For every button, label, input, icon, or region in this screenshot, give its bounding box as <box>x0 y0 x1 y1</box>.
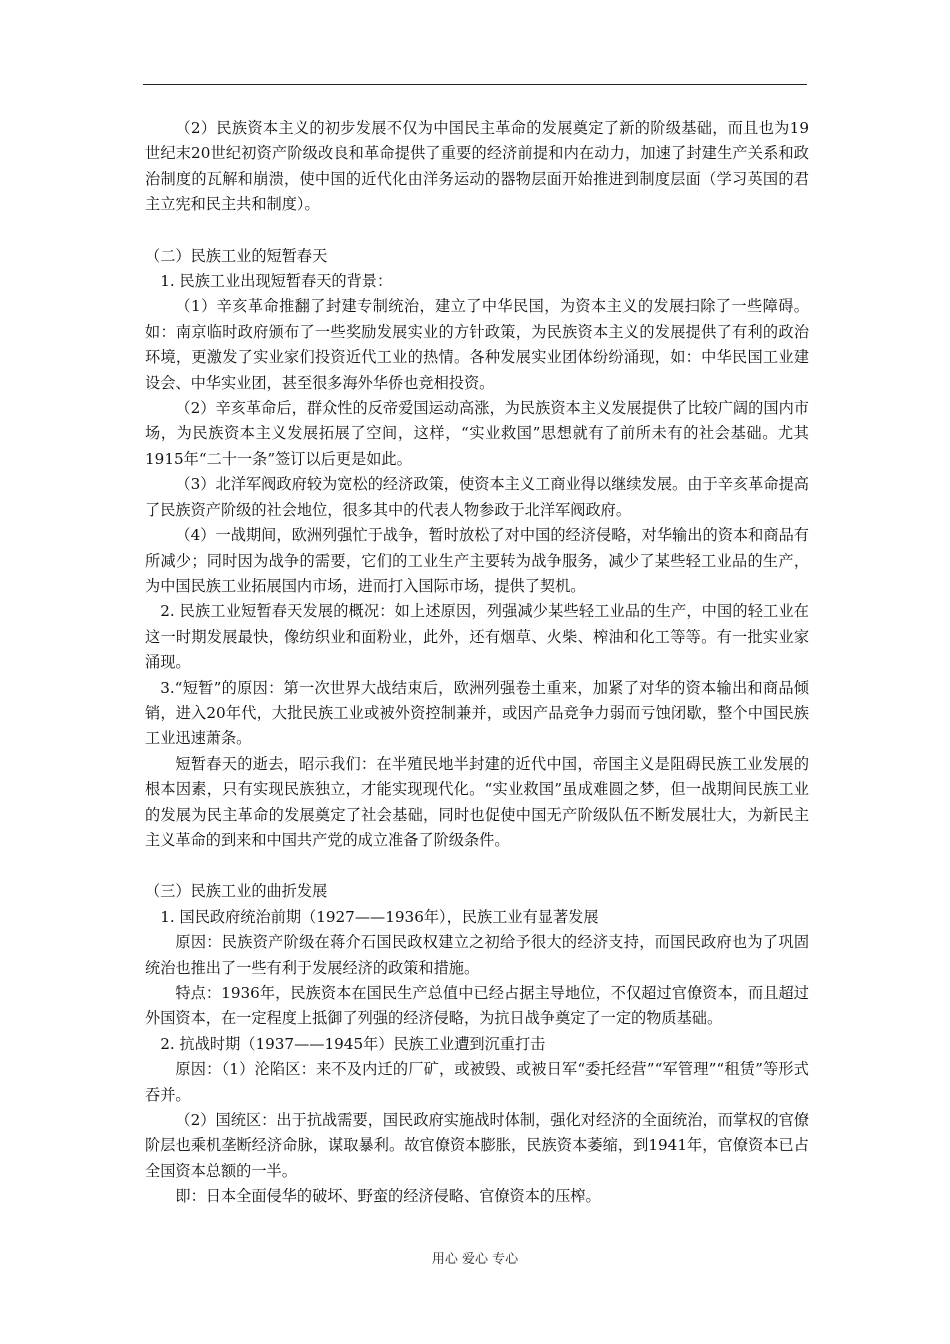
paragraph-early-reason: 原因：民族资产阶级在蒋介石国民政权建立之初给予很大的经济支持，而国民政府也为了巩固统治也推出了一些有利于发展经济的政策和措施。 <box>145 933 809 977</box>
header-rule <box>143 84 807 85</box>
subheading-early-nationalist-period: 1. 国民政府统治前期（1927——1936年），民族工业有显著发展 <box>160 907 599 926</box>
document-body <box>145 116 809 1210</box>
paragraph-war-summary: 即：日本全面侵华的破坏、野蛮的经济侵略、官僚资本的压榨。 <box>175 1187 601 1206</box>
paragraph-overview: 2. 民族工业短暂春天发展的概况：如上述原因，列强减少某些轻工业品的生产，中国的轻工业在这一时期发展最快，像纺织业和面粉业，此外，还有烟草、火柴、榨油和化工等等。有一批实业家涌现。 <box>145 602 809 672</box>
subheading-background: 1. 民族工业出现短暂春天的背景： <box>160 272 393 291</box>
paragraph-background-4: （4）一战期间，欧洲列强忙于战争，暂时放松了对中国的经济侵略，对华输出的资本和商品有所减少；同时因为战争的需要，它们的工业生产主要转为战争服务，减少了某些轻工业品的生产，为中国民族工业拓展国内市场，进而打入国际市场，提供了契机。 <box>145 526 809 595</box>
paragraph-background-1: （1）辛亥革命推翻了封建专制统治，建立了中华民国，为资本主义的发展扫除了一些障碍。如：南京临时政府颁布了一些奖励发展实业的方针政策，为民族资本主义的发展提供了有利的政治环境，更激发了实业家们投资近代工业的热情。各种发展实业团体纷纷涌现，如：中华民国工业建设会、中华实业团，甚至很多海外华侨也竞相投资。 <box>145 297 809 392</box>
paragraph-early-feature: 特点：1936年，民族资本在国民生产总值中已经占据主导地位，不仅超过官僚资本，而且超过外国资本，在一定程度上抵御了列强的经济侵略，为抗日战争奠定了一定的物质基础。 <box>145 984 809 1028</box>
subheading-war-period: 2. 抗战时期（1937——1945年）民族工业遭到沉重打击 <box>160 1034 546 1053</box>
paragraph-background-3: （3）北洋军阀政府较为宽松的经济政策，使资本主义工商业得以继续发展。由于辛亥革命提高了民族资产阶级的社会地位，很多其中的代表人物参政于北洋军阀政府。 <box>145 475 809 519</box>
page-footer: 用心 爱心 专心 <box>431 1252 519 1267</box>
paragraph-war-reason-1: 原因：（1）沦陷区：来不及内迁的厂矿，或被毁、或被日军“委托经营”“军管理”“租赁”等形式吞并。 <box>145 1060 809 1104</box>
paragraph-democratic-revolution: （2）民族资本主义的初步发展不仅为中国民主革命的发展奠定了新的阶级基础，而且也为19世纪末20世纪初资产阶级改良和革命提供了重要的经济前提和内在动力，加速了封建生产关系和政治制度的瓦解和崩溃，使中国的近代化由洋务运动的器物层面开始推进到制度层面（学习英国的君主立宪和民主共和制度）。 <box>145 119 809 214</box>
paragraph-war-reason-2: （2）国统区：出于抗战需要，国民政府实施战时体制，强化对经济的全面统治，而掌权的官僚阶层也乘机垄断经济命脉，谋取暴利。故官僚资本膨胀，民族资本萎缩，到1941年，官僚资本已占全国资本总额的一半。 <box>145 1111 809 1180</box>
section-heading-tortuous-development: （三）民族工业的曲折发展 <box>145 882 328 901</box>
section-heading-short-spring: （二）民族工业的短暂春天 <box>145 246 328 265</box>
paragraph-short-reason: 3.“短暂”的原因：第一次世界大战结束后，欧洲列强卷土重来，加紧了对华的资本输出和商品倾销，进入20年代，大批民族工业或被外资控制兼并，或因产品竞争力弱而亏蚀闭歇，整个中国民族工业迅速萧条。 <box>145 678 809 748</box>
paragraph-background-2: （2）辛亥革命后，群众性的反帝爱国运动高涨，为民族资本主义发展提供了比较广阔的国内市场，为民族资本主义发展拓展了空间，这样，“实业救国”思想就有了前所未有的社会基础。尤其1915年“二十一条”签订以后更是如此。 <box>145 399 809 468</box>
paragraph-conclusion: 短暂春天的逝去，昭示我们：在半殖民地半封建的近代中国，帝国主义是阻碍民族工业发展的根本因素，只有实现民族独立，才能实现现代化。“实业救国”虽成难圆之梦，但一战期间民族工业的发展为民主革命的发展奠定了社会基础，同时也促使中国无产阶级队伍不断发展壮大，为新民主主义革命的到来和中国共产党的成立准备了阶级条件。 <box>145 754 809 849</box>
